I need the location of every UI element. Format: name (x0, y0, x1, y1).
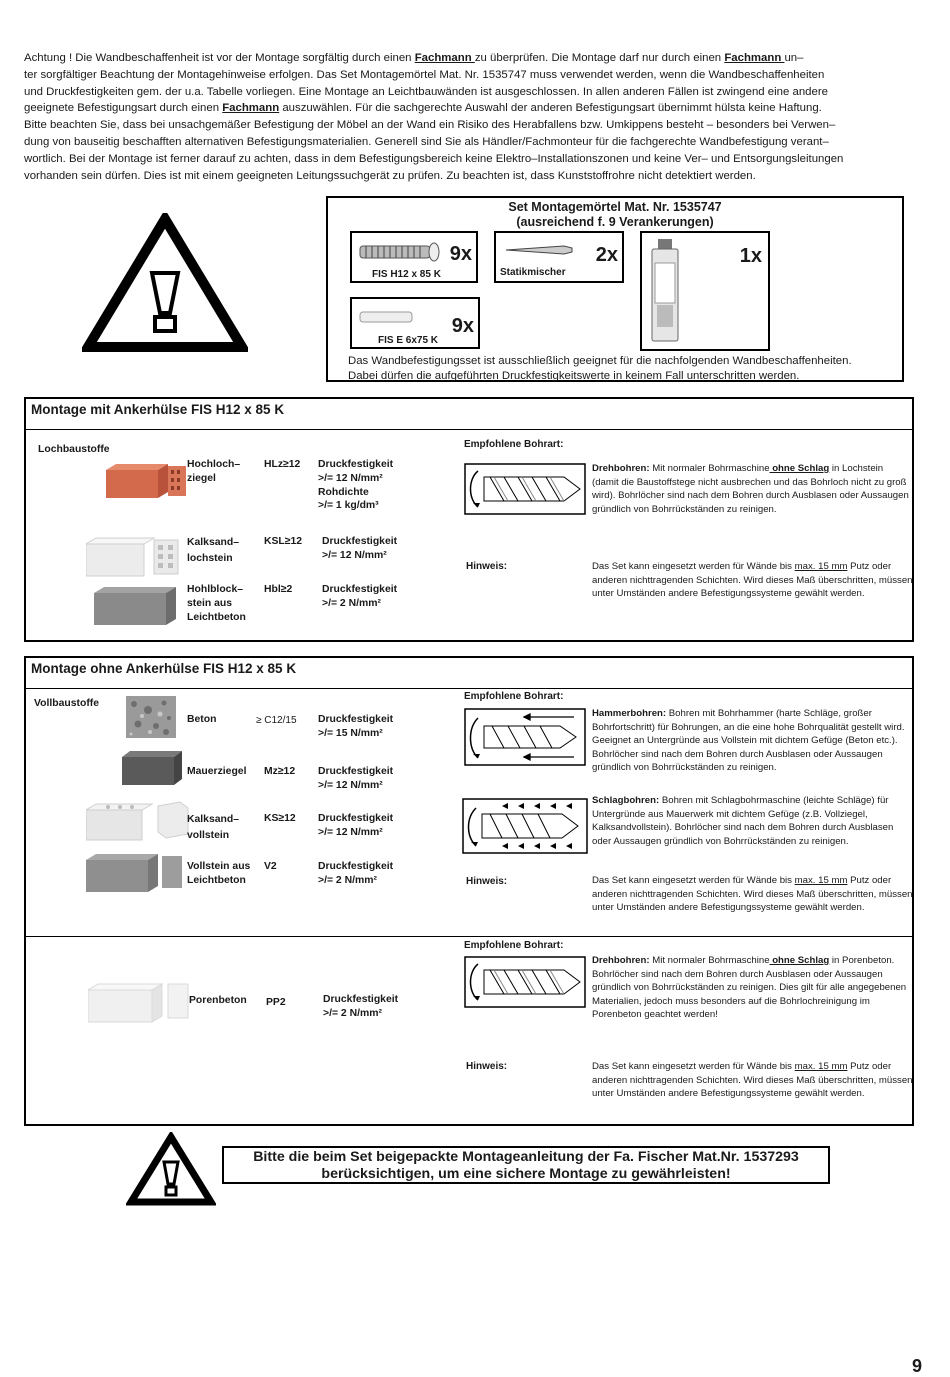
drill-title: Drehbohren: (592, 463, 650, 474)
intro-segment: un– (784, 52, 804, 64)
hammerbohren-desc (592, 707, 912, 775)
material-spec: Druckfestigkeit >/= 2 N/mm² (318, 861, 394, 886)
intro-segment: Fachmann (222, 102, 280, 115)
drill-text-underlined: ohne Schlag (769, 463, 830, 474)
kalksandlochstein-image (86, 536, 186, 578)
drill-text-underlined: ohne Schlag (769, 955, 830, 966)
part-qty: 9x (451, 315, 474, 337)
intro-line (24, 67, 916, 84)
material-code: ≥ C12/15 (256, 715, 297, 726)
material-group-label: Lochbaustoffe (38, 444, 110, 455)
intro-segment: Bitte beachten Sie, dass bei unsachgemäßer Befestigung der Möbel an der Wand ein Risiko des Herabfallens bzw. Umkippens besteht – besonders bei Verwen– (24, 119, 836, 132)
set-note (348, 354, 852, 384)
intro-line (24, 168, 916, 185)
intro-segment: Fachmann (414, 52, 475, 64)
schlag-title: Schlagbohren: (592, 795, 660, 806)
material-name: Kalksand– vollstein (187, 814, 239, 841)
material-spec: Druckfestigkeit >/= 2 N/mm² (323, 994, 399, 1019)
intro-segment: geeignete Befestigungsart durch einen (24, 102, 223, 115)
section-title: Montage mit Ankerhülse FIS H12 x 85 K (26, 399, 912, 430)
schlagbohren-drill-icon (462, 798, 588, 854)
material-code: PP2 (266, 997, 286, 1008)
bohrart-label: Empfohlene Bohrart: (464, 439, 564, 450)
intro-line (24, 151, 916, 168)
hochlochziegel-image (106, 462, 188, 500)
material-name: Vollstein aus Leichtbeton (187, 861, 251, 886)
drill-text-pre: Mit normaler Bohrmaschine (649, 955, 770, 966)
intro-segment: und Druckfestigkeiten gem. der u.a. Tabelle vorliegen. Eine Montage an Leichtbauwänden ist ausgeschlossen. In allen anderen Fällen ist zwingend eine andere (24, 85, 828, 98)
hohlblockstein-image (94, 585, 190, 627)
material-code: Hbl≥2 (264, 584, 293, 595)
set-title (328, 200, 902, 230)
intro-line (24, 84, 916, 101)
hinweis-label: Hinweis: (466, 876, 508, 887)
part-label: Statikmischer (500, 267, 566, 278)
material-name: Kalksand– lochstein (187, 537, 239, 564)
hammer-text: Bohren mit Bohrhammer (harte Schläge, großer Bohrfortschritt) für Bohrungen, an die eine hohe Bohrqualität gestellt wird. Geeignet an Untergründe aus Vollstein mit dichtem Gefüge (Beton etc.). Bohrlöcher sind nach dem Bohren durch Ausblasen oder Aussaugen gründlich von Bohrrückständen zu reinigen. (592, 708, 905, 774)
hinweis-post: Putz oder anderen nichttragenden Schichten. Wird dieses Maß überschritten, müssen unter Umständen andere Befestigungssysteme gewählt werden. (592, 1061, 913, 1100)
vollstein-leichtbeton-image (86, 852, 186, 894)
hinweis-underlined: max. 15 mm (794, 875, 848, 886)
screen-sleeve-icon (358, 309, 418, 325)
intro-text (24, 50, 916, 184)
hinweis-label: Hinweis: (466, 1061, 508, 1072)
part-qty: 2x (595, 244, 618, 266)
intro-line (24, 134, 916, 151)
drehbohren-desc (592, 954, 912, 1022)
material-spec: Druckfestigkeit >/= 12 N/mm² (322, 536, 398, 561)
set-title-line1: Set Montagemörtel Mat. Nr. 1535747 (508, 200, 722, 214)
mortar-cartridge-icon (648, 237, 694, 345)
hinweis-label: Hinweis: (466, 561, 508, 572)
material-code: HLz≥12 (264, 459, 301, 470)
material-code: KSL≥12 (264, 536, 303, 547)
intro-line (24, 100, 916, 117)
section-divider (26, 936, 912, 937)
material-name: Hohlblock– stein aus Leichtbeton (187, 584, 246, 623)
set-note-line2: Dabei dürfen die aufgeführten Druckfestigkeitswerte in keinem Fall unterschritten werden. (348, 370, 800, 382)
material-name: Mauerziegel (187, 766, 247, 777)
part-anchor-sleeve (350, 231, 478, 283)
drehbohren-drill-icon (464, 956, 586, 1008)
material-spec: Druckfestigkeit >/= 15 N/mm² (318, 714, 394, 739)
drill-text-pre: Mit normaler Bohrmaschine (649, 463, 770, 474)
part-mortar-cartridge (640, 231, 770, 351)
intro-segment: wortlich. Bei der Montage ist ferner darauf zu achten, dass in dem Befestigungsbereich keine Elektro–Installationszonen und keine Ver– und Entsorgungsleitungen (24, 152, 844, 165)
hinweis-post: Putz oder anderen nichttragenden Schichten. Wird dieses Maß überschritten, müssen unter Umständen andere Befestigungssysteme gewählt werden. (592, 875, 913, 914)
intro-segment: dung von bauseitig beschafften alternativen Befestigungsmaterialien. Generell sind Sie als Händler/Fachmonteur für die fachgerechte Wandbefestigung verant– (24, 135, 829, 148)
material-spec: Druckfestigkeit >/= 12 N/mm² (318, 766, 394, 791)
material-spec: Druckfestigkeit >/= 12 N/mm² (318, 813, 394, 838)
hinweis-post: Putz oder anderen nichttragenden Schichten. Wird dieses Maß überschritten, müssen unter Umständen andere Befestigungssysteme gewählt werden. (592, 561, 913, 600)
hinweis-underlined: max. 15 mm (794, 1061, 848, 1072)
material-code: V2 (264, 861, 277, 872)
schlagbohren-desc (592, 794, 914, 848)
material-code: KS≥12 (264, 813, 296, 824)
kalksandvollstein-image (86, 800, 192, 842)
warning-triangle-small-icon (126, 1132, 216, 1206)
section-without-anchor-sleeve (24, 656, 914, 1126)
drill-text-post: in Porenbeton. Bohrlöcher sind nach dem Bohren durch Ausblasen oder Aussaugen gründlich von Bohrrückständen zu reinigen. Dies gilt für alle angegebenen Materialien, jedoch muss besonders auf die Bohrlochreinigung im Porenbeton geachtet werden! (592, 955, 907, 1021)
schlag-text: Bohren mit Schlagbohrmaschine (leichte Schläge) für Untergründe aus Mauerwerk mit dichtem Gefüge (z.B. Vollziegel, Kalksandvollstein). Bohrlöcher sind nach dem Bohren durch Ausblasen oder Aussaugen gründlich von Bohrrückständen zu reinigen. (592, 795, 894, 847)
anchor-sleeve-icon (358, 239, 442, 265)
page-number: 9 (911, 1356, 922, 1376)
material-spec: Druckfestigkeit >/= 2 N/mm² (322, 584, 398, 609)
porenbeton-image (88, 980, 194, 1024)
material-name: Porenbeton (189, 995, 247, 1006)
material-name: Hochloch– ziegel (187, 459, 241, 484)
beton-image (126, 696, 176, 738)
bohrart-label: Empfohlene Bohrart: (464, 940, 564, 951)
footer-warning: Bitte die beim Set beigepackte Montageanleitung der Fa. Fischer Mat.Nr. 1537293 berücksichtigen, um eine sichere Montage zu gewährleisten! (222, 1146, 830, 1184)
material-group-label: Vollbaustoffe (34, 698, 100, 709)
warning-triangle-icon (82, 213, 248, 353)
hinweis-pre: Das Set kann eingesetzt werden für Wände bis (592, 875, 795, 886)
hinweis-text (592, 560, 914, 601)
hinweis-underlined: max. 15 mm (794, 561, 848, 572)
part-qty: 1x (739, 245, 762, 267)
set-title-line2: (ausreichend f. 9 Verankerungen) (516, 215, 714, 229)
intro-segment: vorhanden sein dürfen. Dies ist mit einem geeigneten Leitungssuchgerät zu prüfen. Zu beachten ist, dass Kunststoffrohre nicht detektiert werden. (24, 169, 756, 182)
intro-segment: Fachmann (724, 52, 785, 64)
material-name: Beton (187, 714, 217, 725)
intro-segment: Achtung ! Die Wandbeschaffenheit ist vor der Montage sorgfältig durch einen (24, 52, 415, 64)
bohrart-label: Empfohlene Bohrart: (464, 691, 564, 702)
section-title: Montage ohne Ankerhülse FIS H12 x 85 K (26, 658, 912, 689)
intro-segment: zu überprüfen. Die Montage darf nur durch einen (474, 52, 725, 64)
hinweis-pre: Das Set kann eingesetzt werden für Wände bis (592, 561, 795, 572)
drill-title: Drehbohren: (592, 955, 650, 966)
drehbohren-desc (592, 462, 912, 516)
drill-text-post: in Lochstein (damit die Baustoffstege nicht ausbrechen und das Bohrloch nicht zu groß wird). Bohrlöcher sind nach dem Bohren durch Ausblasen oder Aussaugen gründlich von Bohrrückständen zu reinigen. (592, 463, 909, 515)
part-static-mixer (494, 231, 624, 283)
drehbohren-drill-icon (464, 463, 586, 515)
hammer-title: Hammerbohren: (592, 708, 667, 719)
section-with-anchor-sleeve (24, 397, 914, 642)
hinweis-text (592, 1060, 914, 1101)
hammerbohren-drill-icon (464, 708, 586, 766)
set-box (326, 196, 904, 382)
intro-line (24, 117, 916, 134)
part-screen-sleeve (350, 297, 480, 349)
intro-segment: ter sorgfältiger Beachtung der Montagehinweise erfolgen. Das Set Montagemörtel Mat. Nr. 1535747 muss verwendet werden, wenn die Wandbeschaffenheiten (24, 68, 825, 81)
part-qty: 9x (449, 243, 472, 265)
material-code: Mz≥12 (264, 766, 296, 777)
set-note-line1: Das Wandbefestigungsset ist ausschließlich geeignet für die nachfolgenden Wandbeschaffenheiten. (348, 355, 852, 367)
material-spec: Druckfestigkeit >/= 12 N/mm² Rohdichte >/= 1 kg/dm³ (318, 459, 394, 512)
hinweis-text (592, 874, 914, 915)
mauerziegel-image (122, 749, 186, 787)
intro-line (24, 50, 916, 67)
intro-segment: auszuwählen. Für die sachgerechte Auswahl der anderen Befestigungsart übernimmt hülsta keine Haftung. (279, 102, 822, 115)
part-label: FIS E 6x75 K (378, 335, 439, 346)
part-label: FIS H12 x 85 K (372, 269, 441, 280)
static-mixer-icon (504, 243, 574, 257)
hinweis-pre: Das Set kann eingesetzt werden für Wände bis (592, 1061, 795, 1072)
